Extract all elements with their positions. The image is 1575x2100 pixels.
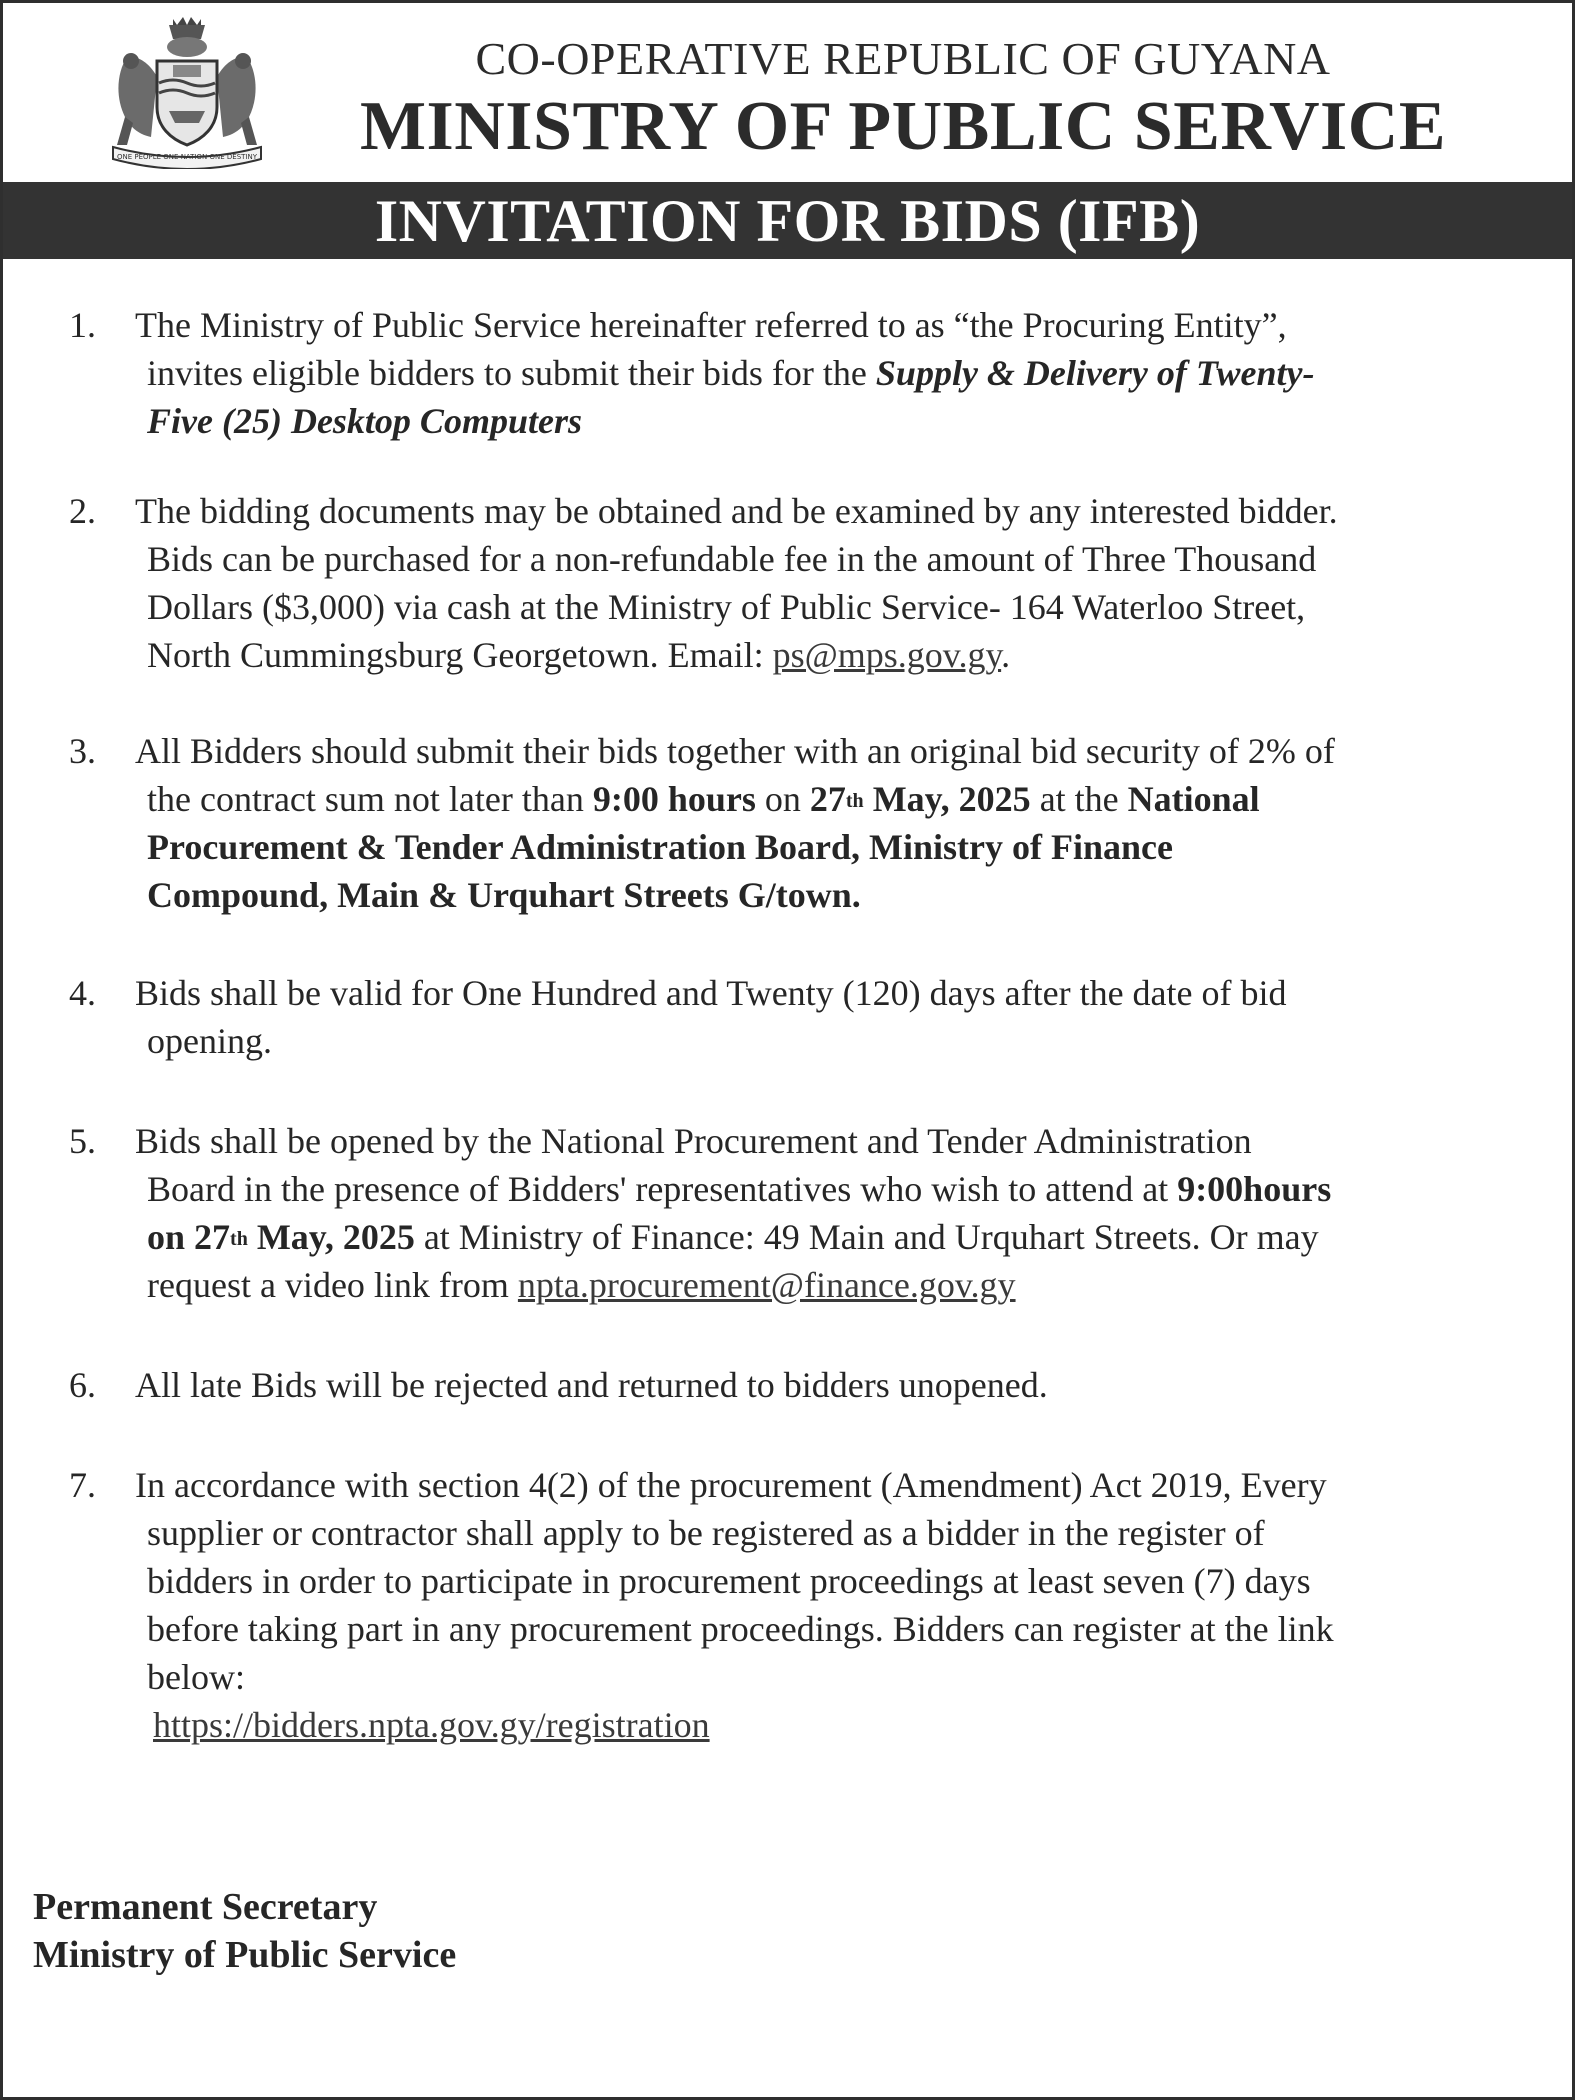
crest-motto: ONE PEOPLE ONE NATION ONE DESTINY [116, 153, 258, 161]
item-line [135, 349, 1535, 397]
signatory-org: Ministry of Public Service [33, 1934, 457, 1976]
item-text: . [1001, 635, 1011, 675]
item-text: at Ministry of Finance: 49 Main and Urquhart Streets. Or may [414, 1217, 1319, 1257]
deadline-time: 9:00 hours [592, 779, 756, 819]
date-day: 27 [809, 779, 846, 819]
ministry-name: MINISTRY OF PUBLIC SERVICE [359, 88, 1447, 165]
item-emphasis: National [1127, 779, 1260, 819]
coat-of-arms-icon [107, 17, 267, 169]
item-line: before taking part in any procurement proceedings. Bidders can register at the link [147, 1609, 1334, 1649]
item-line: bidders in order to participate in procurement proceedings at least seven (7) days [147, 1561, 1311, 1601]
item-line: All late Bids will be rejected and returned to bidders unopened. [135, 1365, 1048, 1405]
date-suffix: th [845, 790, 864, 812]
item-emphasis: Supply & Delivery of Twenty- [875, 353, 1315, 393]
list-item-text [135, 969, 1535, 1065]
list-number: 7. [69, 1465, 96, 1505]
date-day: on 27 [147, 1217, 231, 1257]
item-line: All Bidders should submit their bids together with an original bid security of 2% of [135, 731, 1335, 771]
item-text: the contract sum not later than [147, 779, 593, 819]
item-text: request a video link from [147, 1265, 518, 1305]
registration-link[interactable]: https://bidders.npta.gov.gy/registration [153, 1705, 710, 1745]
item-line: Bids can be purchased for a non-refundable fee in the amount of Three Thousand [147, 539, 1317, 579]
list-number: 5. [69, 1121, 96, 1161]
item-line: Bids shall be valid for One Hundred and Twenty (120) days after the date of bid [135, 973, 1287, 1013]
item-line [135, 631, 1535, 679]
header [3, 3, 1572, 181]
item-line [135, 1261, 1535, 1309]
date-month: May, 2025 [863, 779, 1031, 819]
opening-date [147, 1217, 415, 1257]
list-number: 2. [69, 491, 96, 531]
item-line: Procurement & Tender Administration Board, Ministry of Finance [147, 827, 1173, 867]
item-line: supplier or contractor shall apply to be registered as a bidder in the register of [147, 1513, 1265, 1553]
item-line: The Ministry of Public Service hereinafter referred to as “the Procuring Entity”, [135, 305, 1287, 345]
date-month: May, 2025 [247, 1217, 415, 1257]
country-name: CO-OPERATIVE REPUBLIC OF GUYANA [475, 33, 1331, 84]
item-line: Compound, Main & Urquhart Streets G/town. [147, 875, 861, 915]
item-line: Five (25) Desktop Computers [147, 401, 582, 441]
item-line: Bids shall be opened by the National Procurement and Tender Administration [135, 1121, 1252, 1161]
item-text: on [755, 779, 810, 819]
signature-block [33, 1883, 456, 1979]
item-line: The bidding documents may be obtained and be examined by any interested bidder. [135, 491, 1338, 531]
list-item-text [135, 1117, 1535, 1309]
page-title: INVITATION FOR BIDS (IFB) [374, 188, 1201, 254]
opening-time: 9:00hours [1177, 1169, 1332, 1209]
deadline-date [810, 779, 1031, 819]
item-line: below: [147, 1657, 245, 1697]
item-line [135, 775, 1535, 823]
item-text: invites eligible bidders to submit their bids for the [147, 353, 876, 393]
list-item-text [135, 487, 1535, 679]
item-line [135, 1701, 1535, 1749]
list-number: 4. [69, 973, 96, 1013]
list-item-text [135, 1461, 1535, 1749]
item-line: In accordance with section 4(2) of the procurement (Amendment) Act 2019, Every [135, 1465, 1327, 1505]
list-number: 1. [69, 305, 96, 345]
item-text: Board in the presence of Bidders' representatives who wish to attend at [147, 1169, 1178, 1209]
item-line: opening. [147, 1021, 272, 1061]
item-line [135, 1213, 1535, 1261]
signatory-title: Permanent Secretary [33, 1886, 378, 1928]
title-banner [3, 182, 1572, 259]
list-number: 3. [69, 731, 96, 771]
list-item-text [135, 301, 1535, 445]
email-link[interactable]: ps@mps.gov.gy [772, 635, 1002, 675]
email-link[interactable]: npta.procurement@finance.gov.gy [517, 1265, 1016, 1305]
list-item-text [135, 727, 1535, 919]
item-text: at the [1030, 779, 1128, 819]
item-text: North Cummingsburg Georgetown. Email: [147, 635, 773, 675]
item-line: Dollars ($3,000) via cash at the Ministry of Public Service- 164 Waterloo Street, [147, 587, 1306, 627]
date-suffix: th [230, 1228, 248, 1250]
list-item-text [135, 1361, 1535, 1409]
item-line [135, 1165, 1535, 1213]
list-number: 6. [69, 1365, 96, 1405]
